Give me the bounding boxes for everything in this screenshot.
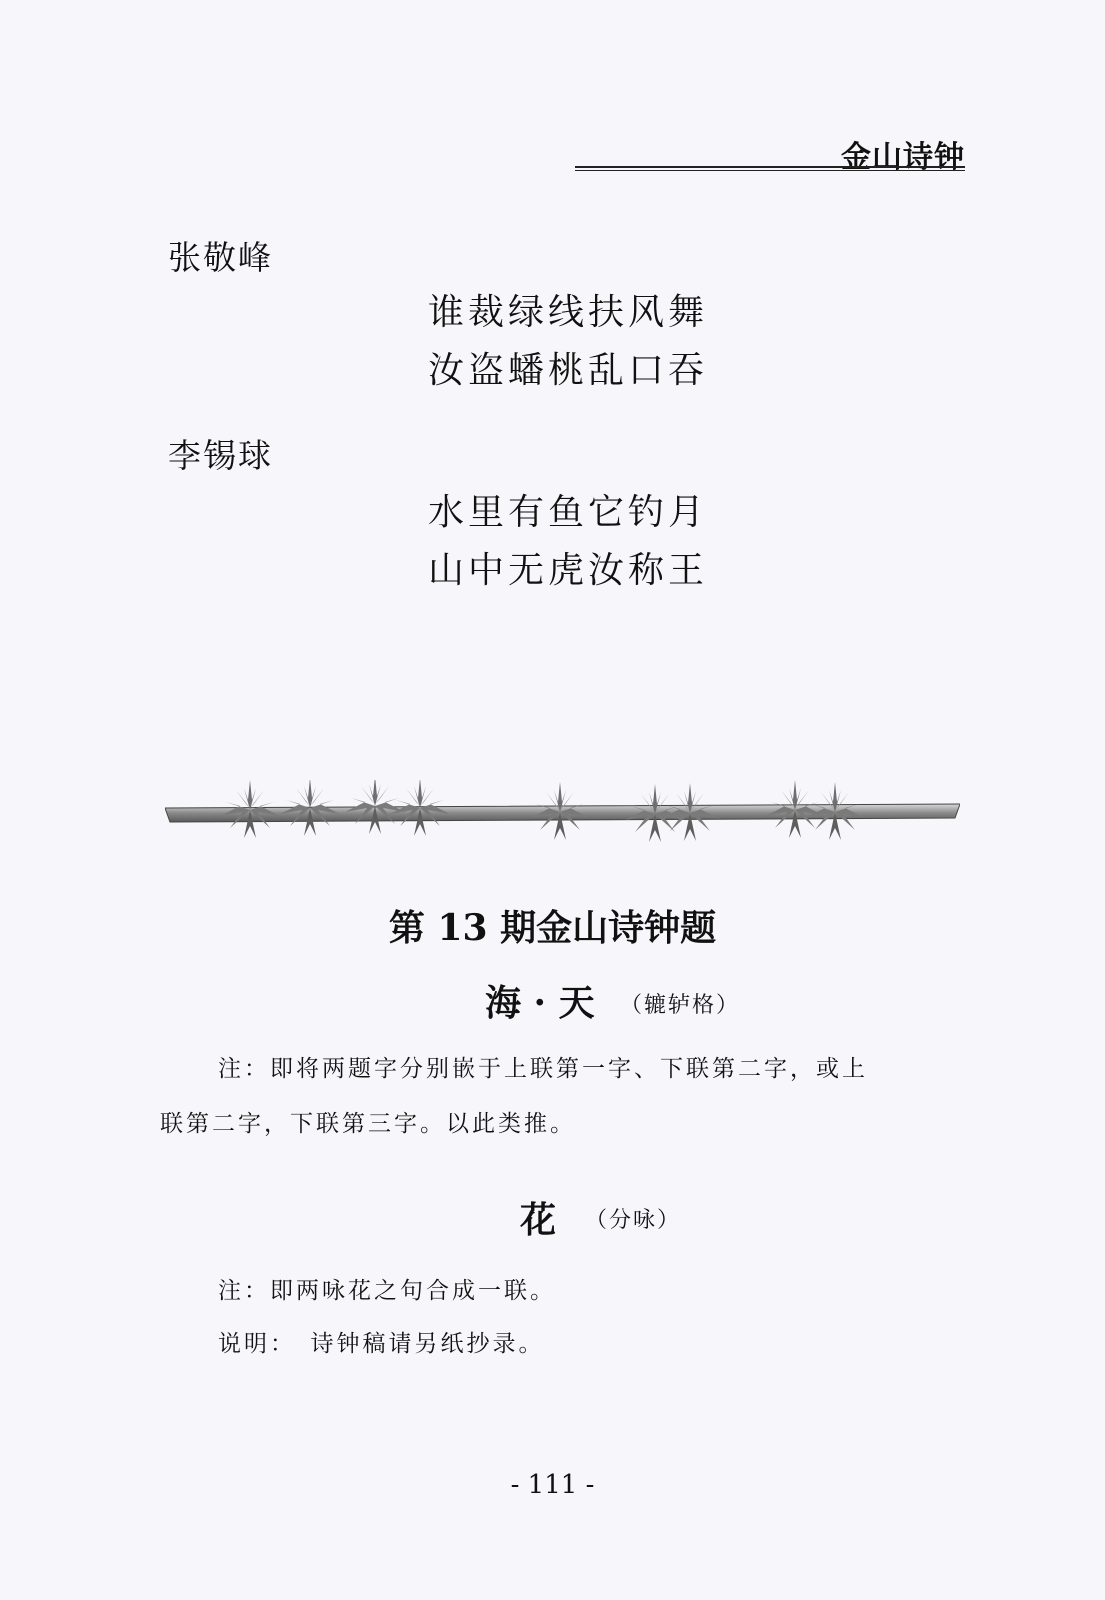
author-name: 张敬峰 — [168, 238, 273, 277]
page-number: - 111 - — [510, 1470, 595, 1500]
topic2-note: 注：即两咏花之句合成一联。 — [218, 1278, 556, 1304]
header-rule — [575, 166, 965, 171]
section-title: 第 13 期金山诗钟题 — [388, 907, 717, 949]
explanation-text: 说明： 诗钟稿请另纸抄录。 — [218, 1331, 545, 1357]
topic1-format: （辘轳格） — [620, 993, 741, 1018]
topic1-note-line1: 注：即将两题字分别嵌于上联第一字、下联第二字，或上 — [218, 1056, 868, 1082]
author-name: 李锡球 — [168, 436, 273, 475]
verse-line: 山中无虎汝称王 — [428, 550, 709, 591]
topic1-heading: 海 · 天 — [485, 982, 595, 1024]
verse-line: 谁裁绿线扶风舞 — [428, 292, 709, 333]
running-head-title: 金山诗钟 — [841, 140, 965, 175]
verse-line: 汝盗蟠桃乱口吞 — [428, 350, 709, 391]
topic2-heading: 花 — [520, 1199, 557, 1241]
verse-line: 水里有鱼它钓月 — [428, 492, 709, 533]
decorative-leaf-divider — [165, 780, 960, 870]
topic1-note-line2: 联第二字，下联第三字。以此类推。 — [160, 1111, 576, 1137]
topic2-format: （分咏） — [585, 1208, 682, 1233]
